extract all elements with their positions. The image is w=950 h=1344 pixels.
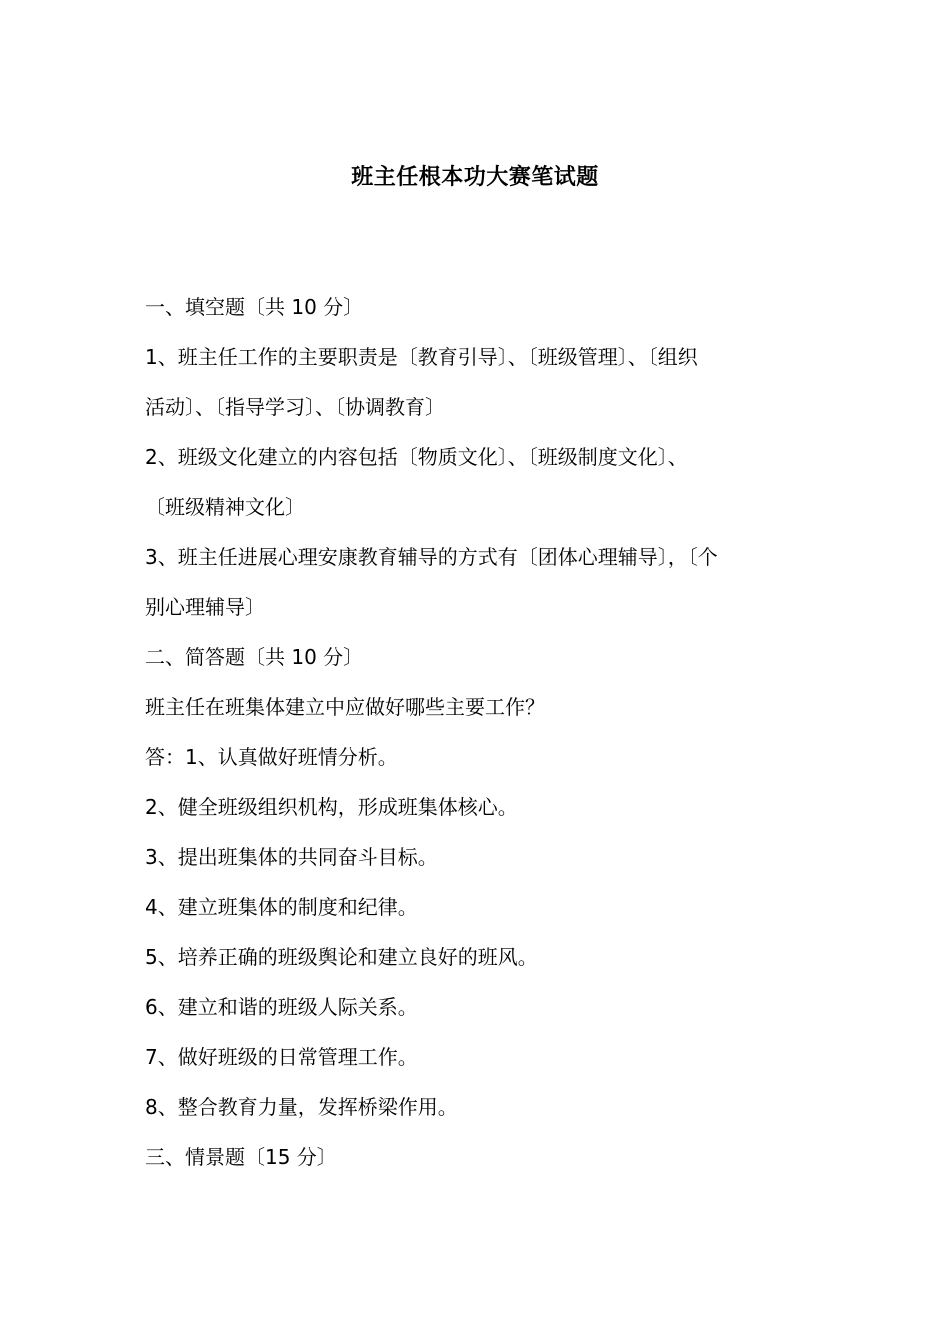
question-line: 1、班主任工作的主要职责是〔教育引导〕、〔班级管理〕、〔组织 [145, 345, 698, 369]
answer-line: 4、建立班集体的制度和纪律。 [145, 895, 418, 919]
section-heading-short-answer: 二、简答题〔共 10 分〕 [145, 645, 364, 669]
answer-line: 6、建立和谐的班级人际关系。 [145, 995, 418, 1019]
document-title: 班主任根本功大赛笔试题 [351, 165, 599, 190]
answer-line: 7、做好班级的日常管理工作。 [145, 1045, 418, 1069]
answer-line: 8、整合教育力量，发挥桥梁作用。 [145, 1095, 458, 1119]
answer-line: 5、培养正确的班级舆论和建立良好的班风。 [145, 945, 538, 969]
answer-line: 3、提出班集体的共同奋斗目标。 [145, 845, 438, 869]
section-heading-scenario: 三、情景题〔15 分〕 [145, 1145, 337, 1169]
question-line: 别心理辅导〕 [145, 595, 265, 619]
question-line: 2、班级文化建立的内容包括〔物质文化〕、〔班级制度文化〕、 [145, 445, 688, 469]
answer-line: 2、健全班级组织机构，形成班集体核心。 [145, 795, 518, 819]
answer-line: 答：1、认真做好班情分析。 [145, 745, 398, 769]
question-line: 3、班主任进展心理安康教育辅导的方式有〔团体心理辅导〕，〔个 [145, 545, 718, 569]
document-body [145, 282, 810, 1182]
section-heading-fill-in-blank: 一、填空题〔共 10 分〕 [145, 295, 364, 319]
question-line: 活动〕、〔指导学习〕、〔协调教育〕 [145, 395, 445, 419]
question-line: 〔班级精神文化〕 [145, 495, 305, 519]
question-line: 班主任在班集体建立中应做好哪些主要工作？ [145, 695, 545, 719]
